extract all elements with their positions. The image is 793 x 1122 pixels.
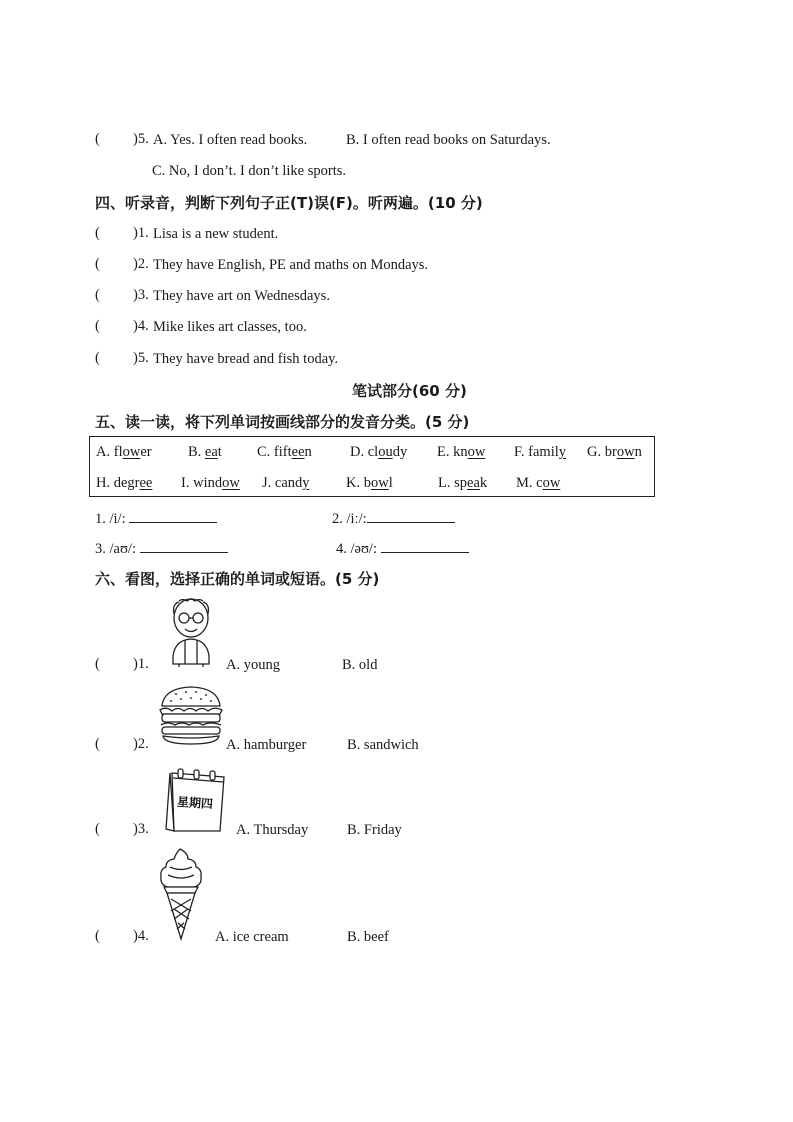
word-option: L. speak (438, 475, 488, 491)
word-option: H. degree (96, 475, 153, 491)
word-option: I. window (181, 475, 240, 491)
written-part-title: 笔试部分(60 分) (352, 382, 467, 400)
question-number: )1. (133, 225, 149, 241)
answer-paren-left[interactable]: ( (95, 318, 100, 334)
question-number: )3. (133, 287, 149, 303)
word-option: G. brown (587, 444, 642, 460)
option-a: A. hamburger (226, 737, 307, 753)
word-box (89, 436, 655, 497)
statement-text: Mike likes art classes, too. (153, 319, 307, 335)
calendar-label: 星期四 (176, 794, 214, 812)
answer-paren-left[interactable]: ( (95, 821, 100, 837)
word-option: D. cloudy (350, 444, 408, 460)
answer-paren-left[interactable]: ( (95, 225, 100, 241)
word-option: B. eat (188, 444, 222, 460)
answer-paren-left[interactable]: ( (95, 350, 100, 366)
statement-text: They have bread and fish today. (153, 351, 339, 367)
word-option: A. flower (96, 444, 152, 460)
word-option: K. bowl (346, 475, 393, 491)
statement-text: They have English, PE and maths on Mondays. (153, 257, 429, 273)
question-number: )2. (133, 736, 149, 752)
section-heading: 六、看图，选择正确的单词或短语。(5 分) (95, 570, 380, 588)
word-option: M. cow (516, 475, 561, 491)
answer-paren-left[interactable]: ( (95, 736, 100, 752)
word-option: C. fifteen (257, 444, 312, 460)
question-number: )5. (133, 350, 149, 366)
word-option: J. candy (262, 475, 310, 491)
calendar-icon (164, 765, 228, 833)
section-heading: 五、读一读，将下列单词按画线部分的发音分类。(5 分) (95, 413, 470, 431)
question-number: )5. (133, 131, 149, 147)
sound-group: 2. /iː/: (332, 508, 455, 528)
statement-text: They have art on Wednesdays. (153, 288, 330, 304)
option-a: A. ice cream (215, 929, 289, 945)
statement-text: Lisa is a new student. (153, 226, 279, 242)
question-number: )1. (133, 656, 149, 672)
answer-paren-left[interactable]: ( (95, 656, 100, 672)
option-b: B. sandwich (347, 737, 419, 753)
answer-paren-left[interactable]: ( (95, 131, 100, 147)
word-option: F. family (514, 444, 567, 460)
option-b: B. beef (347, 929, 389, 945)
option-a: A. Yes. I often read books. (153, 132, 308, 148)
option-c: C. No, I don’t. I don’t like sports. (152, 163, 347, 179)
answer-blank[interactable] (140, 538, 228, 553)
question-number: )3. (133, 821, 149, 837)
answer-blank[interactable] (129, 508, 217, 523)
ice-cream-icon (158, 847, 204, 941)
option-b: B. Friday (347, 822, 402, 838)
option-b: B. old (342, 657, 378, 673)
question-number: )2. (133, 256, 149, 272)
answer-paren-left[interactable]: ( (95, 287, 100, 303)
sound-group: 3. /aʊ/: (95, 538, 228, 558)
question-number: )4. (133, 928, 149, 944)
grandpa-icon (163, 596, 219, 668)
hamburger-icon (158, 684, 224, 746)
word-option: E. know (437, 444, 486, 460)
option-a: A. Thursday (236, 822, 309, 838)
answer-blank[interactable] (367, 508, 455, 523)
sound-group: 4. /əʊ/: (336, 538, 469, 558)
sound-group: 1. /i/: (95, 508, 217, 528)
answer-paren-left[interactable]: ( (95, 256, 100, 272)
answer-blank[interactable] (381, 538, 469, 553)
option-b: B. I often read books on Saturdays. (346, 132, 551, 148)
question-number: )4. (133, 318, 149, 334)
section-heading: 四、听录音，判断下列句子正(T)误(F)。听两遍。(10 分) (95, 194, 483, 212)
option-a: A. young (226, 657, 280, 673)
answer-paren-left[interactable]: ( (95, 928, 100, 944)
